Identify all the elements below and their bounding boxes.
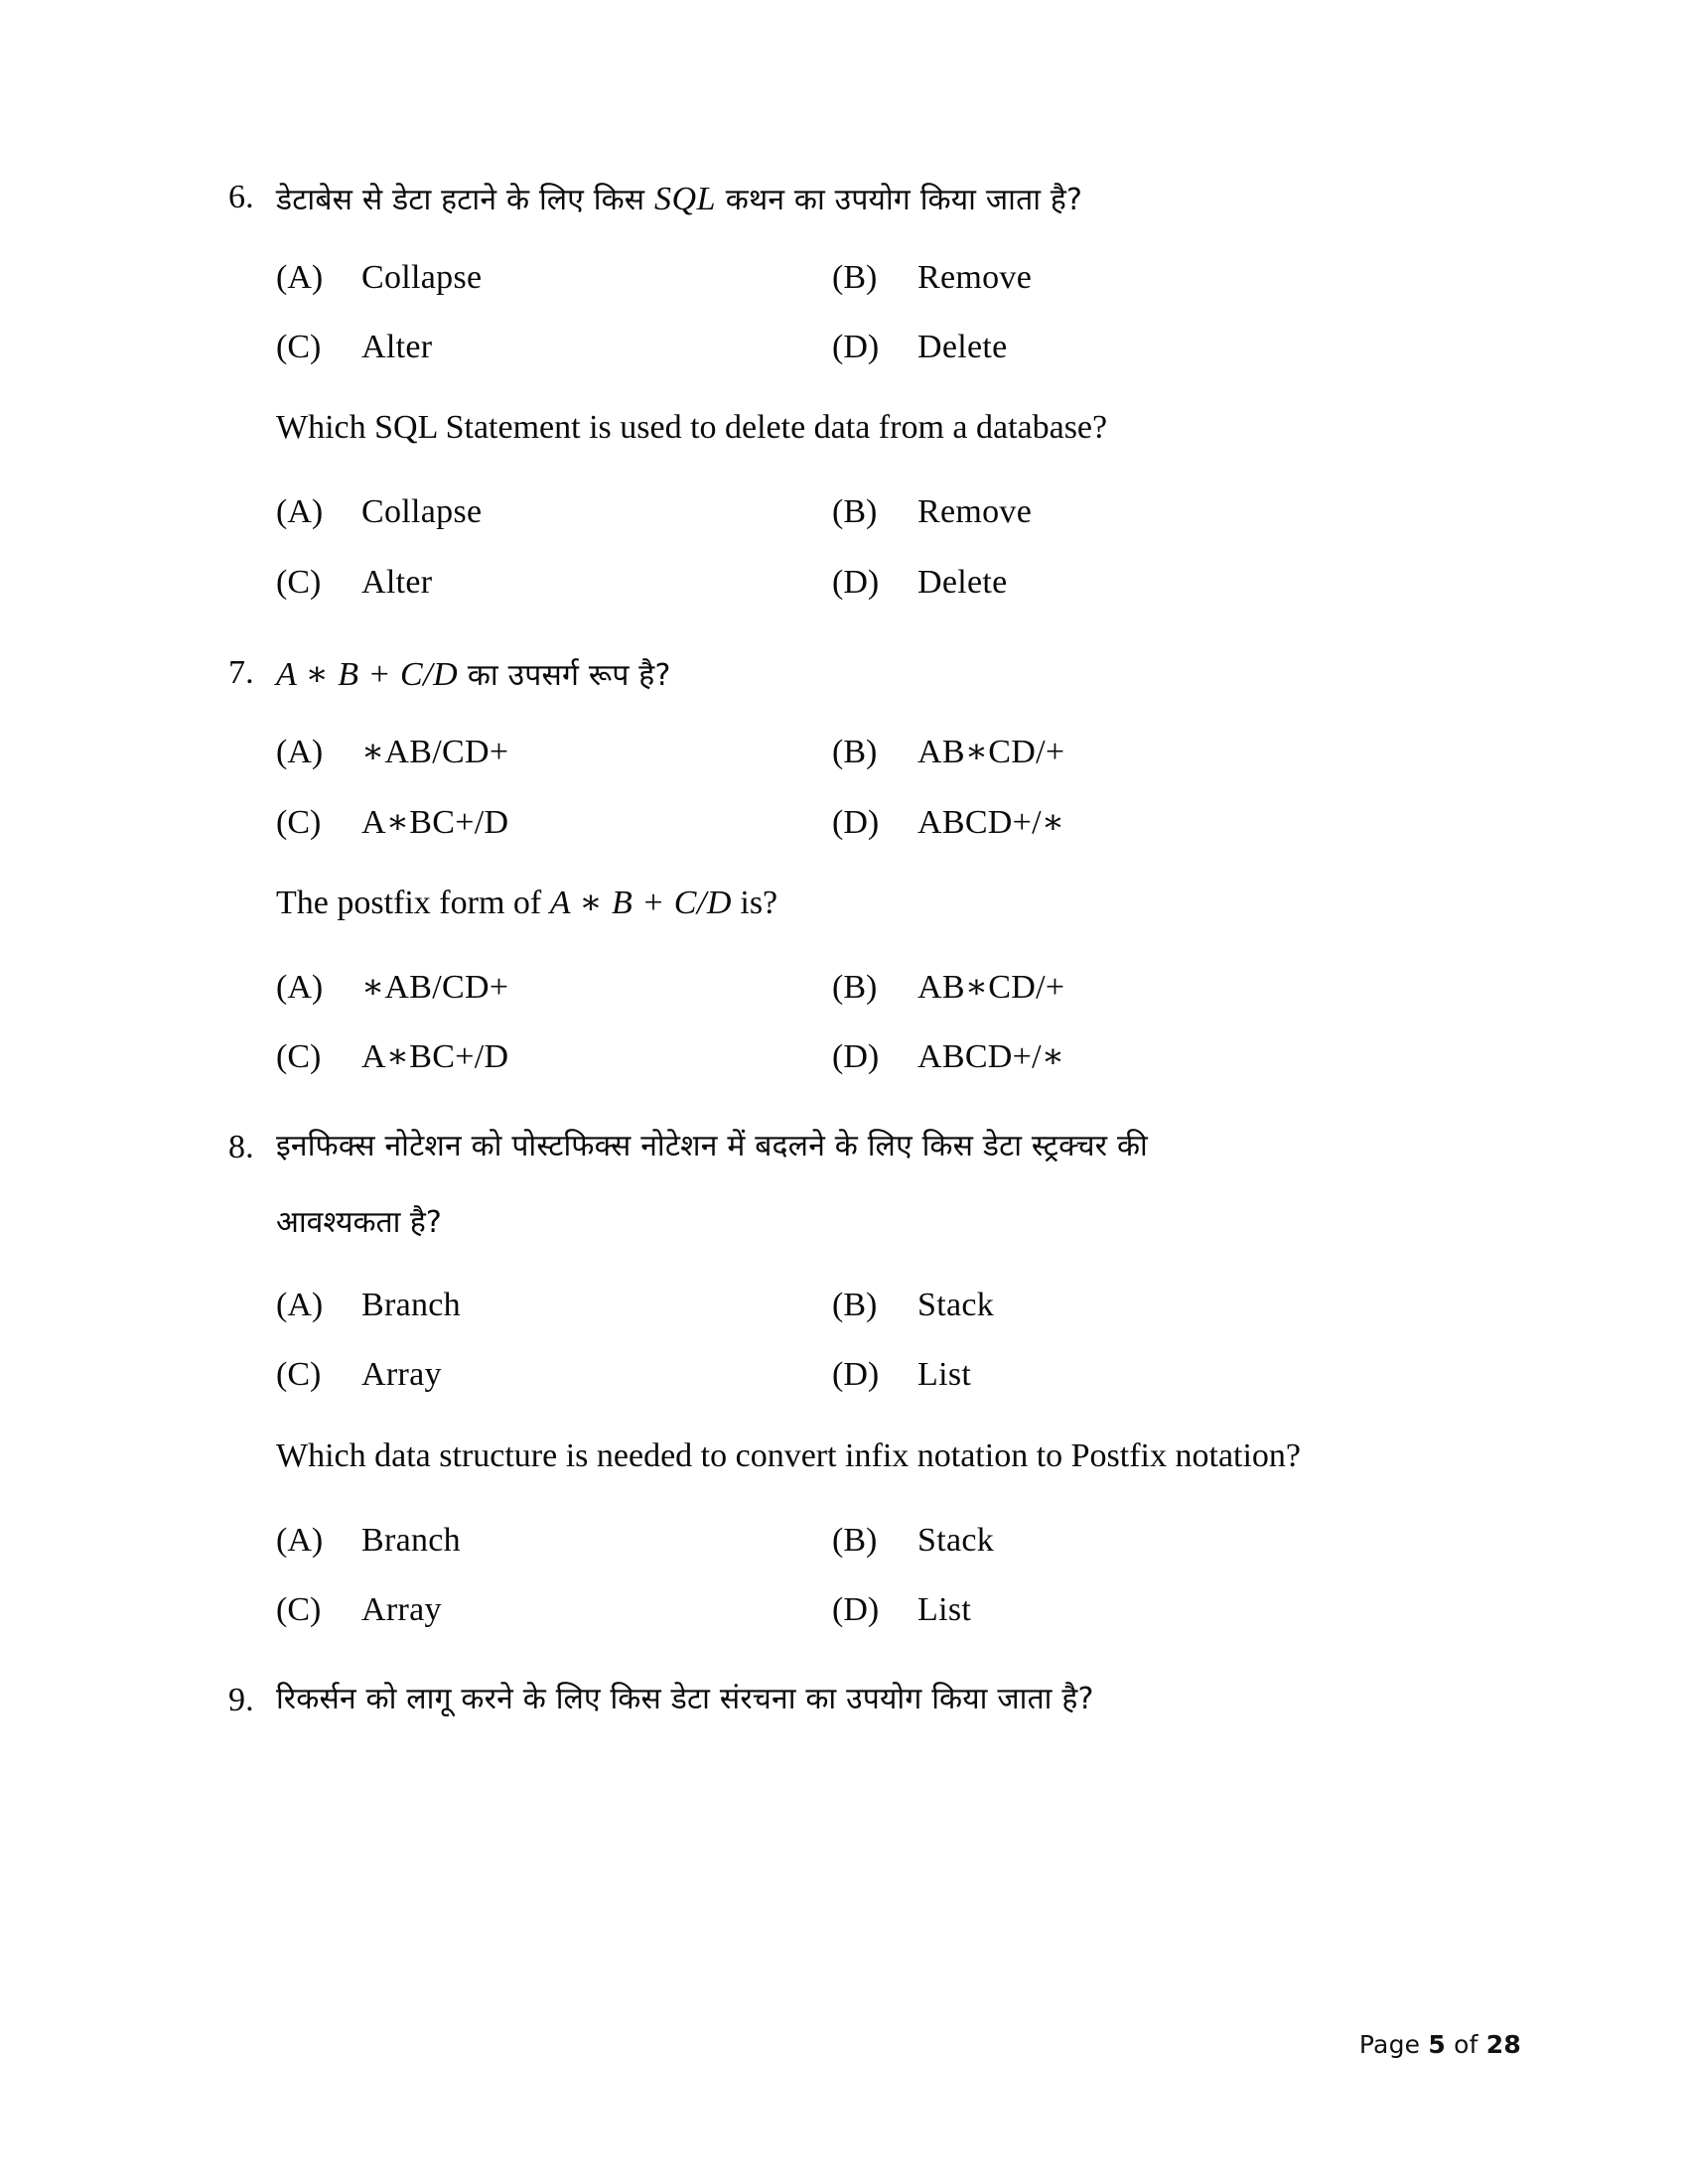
option-c[interactable] [276,326,832,369]
option-label-b: (B) [832,493,878,531]
question-number-6: 6. [228,179,254,215]
page-content [228,174,1499,1731]
option-text-a: Collapse [361,258,483,296]
option-text-b: AB∗CD/+ [917,969,1065,1006]
option-text-c: Alter [361,563,433,601]
option-d[interactable] [832,1353,1388,1397]
spacer [228,623,1499,649]
option-label-c: (C) [276,328,322,365]
option-b[interactable] [832,490,1388,534]
option-label-c: (C) [276,803,322,841]
option-c[interactable] [276,1035,832,1079]
option-text-d: Delete [917,563,1008,601]
option-text-b: Stack [917,1287,995,1324]
option-a[interactable] [276,731,832,774]
question-6-english-text: Which SQL Statement is used to delete data from a database? [276,409,1108,447]
question-number-7: 7. [228,653,254,691]
option-label-a: (A) [276,258,324,296]
option-c[interactable] [276,1588,832,1632]
option-label-c: (C) [276,1356,322,1394]
option-row [276,548,1499,617]
option-b[interactable] [832,256,1388,300]
option-text-a: ∗AB/CD+ [361,969,509,1006]
option-label-a: (A) [276,493,324,531]
option-label-d: (D) [832,1591,880,1629]
option-b[interactable] [832,1284,1388,1327]
option-b[interactable] [832,966,1388,1010]
question-block-7 [228,649,1499,1093]
option-label-d: (D) [832,1356,880,1394]
question-number-9: 9. [228,1682,254,1719]
question-8-english-text: Which data structure is needed to convert infix notation to Postfix notation? [276,1436,1302,1474]
option-label-d: (D) [832,803,880,841]
option-text-c: Array [361,1356,442,1394]
q6-hindi-suffix: कथन का उपयोग किया जाता है? [716,183,1083,217]
option-label-c: (C) [276,563,322,601]
option-label-a: (A) [276,734,324,771]
option-text-b: AB∗CD/+ [917,734,1065,771]
question-block-9 [228,1677,1499,1724]
option-row [276,313,1499,382]
footer-prefix: Page [1358,2030,1429,2059]
question-7-options-english [276,935,1499,1092]
q7-english-math-expression: A ∗ B + C/D [549,884,732,921]
option-c[interactable] [276,561,832,605]
footer-middle: of [1446,2030,1486,2059]
option-row [276,953,1499,1023]
option-row [276,1023,1499,1092]
option-a[interactable] [276,490,832,534]
option-text-c: A∗BC+/D [361,803,509,841]
option-row [276,478,1499,547]
option-text-b: Remove [917,258,1033,296]
option-d[interactable] [832,561,1388,605]
option-label-a: (A) [276,1287,324,1324]
option-text-b: Stack [917,1521,995,1559]
option-label-a: (A) [276,1521,324,1559]
option-text-b: Remove [917,493,1033,531]
spacer [228,1098,1499,1124]
question-8-options-hindi [276,1245,1499,1410]
question-7-hindi-line [228,649,1499,701]
option-row [276,1340,1499,1410]
question-9-hindi-line [228,1677,1499,1724]
question-block-8 [228,1124,1499,1645]
question-6-options-english [276,460,1499,616]
option-label-b: (B) [832,969,878,1006]
option-row [276,243,1499,313]
option-label-d: (D) [832,563,880,601]
option-text-c: Array [361,1591,442,1629]
footer-total-pages: 28 [1485,2030,1521,2059]
question-8-hindi-text-line1: इनफिक्स नोटेशन को पोस्टफिक्स नोटेशन में बदलने के लिए किस डेटा स्ट्रक्चर की [276,1129,1149,1164]
spacer [228,1651,1499,1677]
option-d[interactable] [832,801,1388,845]
option-text-c: Alter [361,328,433,365]
option-row [276,1506,1499,1575]
question-6-hindi-line [228,174,1499,225]
question-7-english-text [276,858,1499,935]
question-block-6 [228,174,1499,617]
option-row [276,788,1499,858]
option-label-b: (B) [832,1521,878,1559]
option-text-d: ABCD+/∗ [917,1038,1065,1076]
q7-hindi-suffix: का उपसर्ग रूप है? [458,657,671,693]
option-row [276,718,1499,787]
option-row [276,1271,1499,1340]
option-a[interactable] [276,1519,832,1563]
option-b[interactable] [832,1519,1388,1563]
option-c[interactable] [276,801,832,845]
q6-hindi-prefix: डेटाबेस से डेटा हटाने के लिए किस [276,183,655,217]
option-d[interactable] [832,326,1388,369]
option-text-d: List [917,1591,972,1629]
option-label-d: (D) [832,1038,880,1076]
question-6-options-hindi [276,225,1499,382]
option-row [276,1575,1499,1645]
option-label-c: (C) [276,1038,322,1076]
option-c[interactable] [276,1353,832,1397]
option-label-b: (B) [832,258,878,296]
option-label-b: (B) [832,1287,878,1324]
q7-math-expression: A ∗ B + C/D [276,655,459,693]
option-label-c: (C) [276,1591,322,1629]
question-6-hindi-text [276,174,1499,225]
option-text-a: Collapse [361,493,483,531]
option-text-d: Delete [917,328,1008,365]
option-a[interactable] [276,966,832,1010]
question-8-options-english [276,1488,1499,1645]
option-b[interactable] [832,731,1388,774]
option-text-d: ABCD+/∗ [917,803,1065,841]
footer-current-page: 5 [1428,2030,1446,2059]
option-text-a: ∗AB/CD+ [361,734,509,771]
q6-math-sql: SQL [654,181,716,217]
option-label-b: (B) [832,734,878,771]
option-text-d: List [917,1356,972,1394]
option-text-c: A∗BC+/D [361,1038,509,1076]
q7-english-prefix: The postfix form of [276,884,550,921]
option-d[interactable] [832,1588,1388,1632]
option-text-a: Branch [361,1287,461,1324]
option-a[interactable] [276,1284,832,1327]
option-label-a: (A) [276,969,324,1006]
question-8-hindi-line1 [228,1124,1499,1171]
question-8-hindi-text-line2: आवश्यकता है? [276,1204,442,1240]
q7-english-suffix: is? [731,884,778,921]
page-footer [1359,2030,1521,2059]
question-9-hindi-text: रिकर्सन को लागू करने के लिए किस डेटा संरचना का उपयोग किया जाता है? [276,1682,1094,1717]
option-a[interactable] [276,256,832,300]
option-d[interactable] [832,1035,1388,1079]
option-text-a: Branch [361,1521,461,1559]
question-number-8: 8. [228,1129,254,1166]
question-7-options-hindi [276,700,1499,857]
option-label-d: (D) [832,328,880,365]
question-7-hindi-text [276,649,1499,701]
